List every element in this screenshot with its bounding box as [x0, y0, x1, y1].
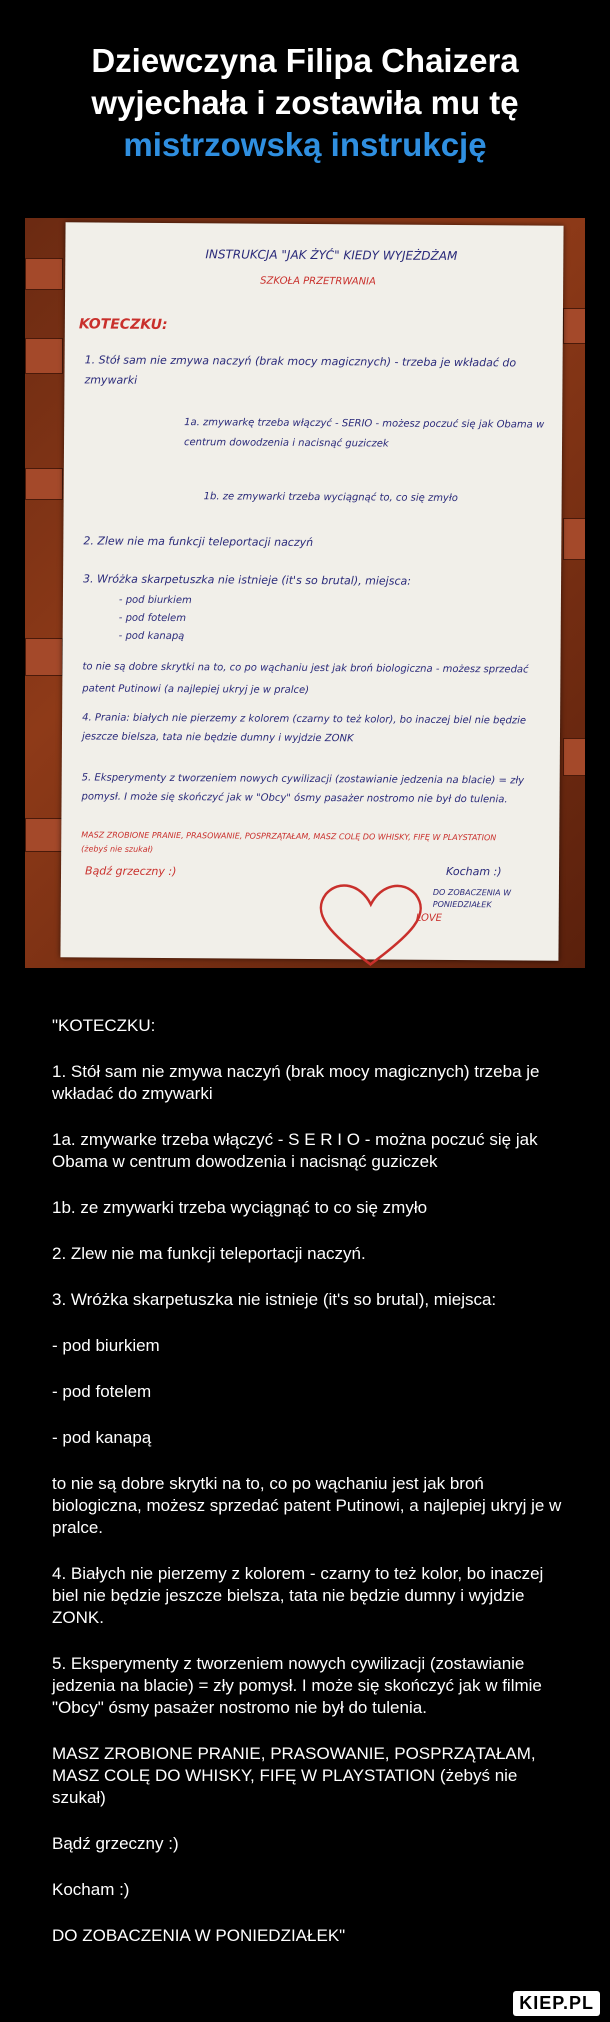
note-subtitle: SZKOŁA PRZETRWANIA [260, 275, 376, 288]
transcript-item-3b: - pod fotelem [52, 1382, 152, 1401]
note-bye-3: DO ZOBACZENIA W PONIEDZIAŁEK [432, 887, 512, 910]
headline-line-3: mistrzowską instrukcję [123, 126, 487, 163]
brick [25, 468, 63, 500]
transcript-item-3a: - pod biurkiem [52, 1336, 160, 1355]
transcript-item-4: 4. Białych nie pierzemy z kolorem - czarny to też kolor, bo inaczej biel nie będzie jeszcze bielsza, tata nie będzie dumny i wyjdzie ZONK. [52, 1564, 544, 1627]
note-item-3a: - pod biurkiem [118, 594, 192, 607]
brick [25, 258, 63, 290]
transcript-item-3d: to nie są dobre skrytki na to, co po wąchaniu jest jak broń biologiczna, możesz sprzedać patent Putinowi, a najlepiej ukryj je w pralce. [52, 1474, 562, 1537]
brick [563, 308, 585, 344]
transcript-bye-3: DO ZOBACZENIA W PONIEDZIAŁEK" [52, 1926, 346, 1945]
note-item-3b: - pod fotelem [118, 612, 187, 625]
note-item-3d: to nie są dobre skrytki na to, co po wąchaniu jest jak broń biologiczna - możesz sprzedać patent Putinowi (a najlepiej ukryj je w pralce) [82, 661, 529, 696]
note-item-1b: 1b. ze zmywarki trzeba wyciągnąć to, co się zmyło [203, 491, 458, 505]
brick [563, 738, 585, 776]
note-footer: MASZ ZROBIONE PRANIE, PRASOWANIE, POSPRZĄTAŁAM, MASZ COLĘ DO WHISKY, FIFĘ W PLAYSTATION (żebyś nie szukał) [81, 830, 497, 854]
transcript [52, 1015, 572, 1971]
brick [563, 518, 585, 560]
note-item-4: 4. Prania: białych nie pierzemy z kolorem (czarny to też kolor), bo inaczej biel nie będzie jeszcze bielsza, tata nie będzie dumny i wyjdzie ZONK [81, 712, 527, 745]
brick [25, 638, 63, 676]
note-item-1a: 1a. zmywarkę trzeba włączyć - SERIO - możesz poczuć się jak Obama w centrum dowodzenia i nacisnąć guziczek [183, 417, 545, 450]
transcript-item-3c: - pod kanapą [52, 1428, 152, 1447]
transcript-bye-1: Bądź grzeczny :) [52, 1834, 179, 1853]
transcript-item-1b: 1b. ze zmywarki trzeba wyciągnąć to co się zmyło [52, 1198, 428, 1217]
note-item-5: 5. Eksperymenty z tworzeniem nowych cywilizacji (zostawianie jedzenia na blacie) = zły pomysł. I może się skończyć jak w "Obcy" ósmy pasażer nostromo nie był do tulenia. [81, 772, 525, 806]
brick [25, 338, 63, 374]
note-item-2: 2. Zlew nie ma funkcji teleportacji naczyń [83, 534, 314, 550]
note-greeting: KOTECZKU: [78, 316, 168, 333]
transcript-item-2: 2. Zlew nie ma funkcji teleportacji naczyń. [52, 1244, 366, 1263]
note-photo [25, 218, 585, 968]
transcript-footer: MASZ ZROBIONE PRANIE, PRASOWANIE, POSPRZĄTAŁAM, MASZ COLĘ DO WHISKY, FIFĘ W PLAYSTATION (żebyś nie szukał) [52, 1744, 536, 1807]
note-item-1: 1. Stół sam nie zmywa naczyń (brak mocy magicznych) - trzeba je wkładać do zmywarki [84, 353, 517, 387]
transcript-item-5: 5. Eksperymenty z tworzeniem nowych cywilizacji (zostawianie jedzenia na blacie) = zły pomysł. I może się skończyć jak w filmie "Obcy" ósmy pasażer nostromo nie był do tulenia. [52, 1654, 542, 1717]
transcript-bye-2: Kocham :) [52, 1880, 130, 1899]
note-item-3: 3. Wróżka skarpetuszka nie istnieje (it's so brutal), miejsca: [83, 572, 412, 588]
heart-drawing [310, 879, 431, 968]
note-bye-1: Bądź grzeczny :) [84, 864, 177, 879]
headline-line-1: Dziewczyna Filipa Chaizera [91, 42, 519, 79]
kiep-logo[interactable]: KIEP.PL [513, 1991, 600, 2016]
headline-line-2: wyjechała i zostawiła mu tę [91, 84, 519, 121]
headline [0, 40, 610, 166]
transcript-item-3: 3. Wróżka skarpetuszka nie istnieje (it's so brutal), miejsca: [52, 1290, 497, 1309]
brick [25, 818, 63, 852]
transcript-greeting: "KOTECZKU: [52, 1016, 156, 1035]
transcript-item-1a: 1a. zmywarke trzeba włączyć - S E R I O - można poczuć się jak Obama w centrum dowodzenia i nacisnąć guziczek [52, 1130, 538, 1171]
note-bye-2: Kocham :) [446, 864, 502, 879]
note-item-3c: - pod kanapą [118, 630, 185, 643]
note-love: LOVE [415, 912, 443, 924]
transcript-item-1: 1. Stół sam nie zmywa naczyń (brak mocy magicznych) trzeba je wkładać do zmywarki [52, 1062, 540, 1103]
handwritten-note [60, 222, 563, 960]
note-title: INSTRUKCJA "JAK ŻYĆ" KIEDY WYJEŻDŻAM [205, 247, 458, 264]
